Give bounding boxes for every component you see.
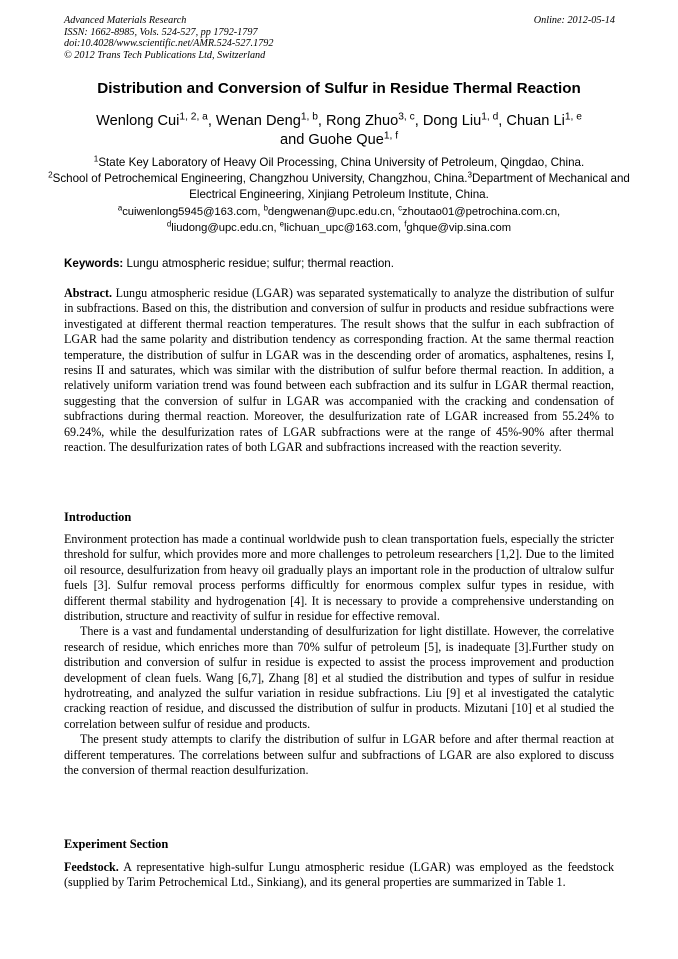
doi-line[interactable]: doi:10.4028/www.scientific.net/AMR.524-527.1792 (64, 38, 274, 50)
feedstock-paragraph (64, 860, 614, 891)
email-link[interactable]: ghque@vip.sina.com (406, 221, 512, 234)
author-affil-sup: 3, c (398, 111, 415, 123)
author-affil-sup: 1, b (300, 111, 318, 123)
email-link[interactable]: liudong@upc.edu.cn, (171, 221, 280, 234)
email-link[interactable]: lichuan_upc@163.com, (284, 221, 405, 234)
author-name: and Guohe Que (279, 132, 384, 148)
email-sup: b (263, 203, 268, 213)
email-sup: c (398, 203, 403, 213)
affiliations (40, 155, 638, 202)
affiliation-1: State Key Laboratory of Heavy Oil Processing, China University of Petroleum, Qingdao, China. (98, 156, 585, 169)
author-list (40, 112, 638, 150)
author-name: Wenlong Cui (96, 113, 180, 129)
affiliation-2: School of Petrochemical Engineering, Changzhou University, Changzhou, China. (52, 171, 468, 185)
copyright-line: © 2012 Trans Tech Publications Ltd, Switzerland (64, 49, 266, 61)
email-link[interactable]: cuiwenlong5945@163.com, (122, 206, 264, 218)
journal-header (64, 15, 273, 61)
author-emails (40, 205, 638, 236)
author-affil-sup: 1, f (383, 130, 399, 142)
intro-paragraph-3: The present study attempts to clarify the distribution of sulfur in LGAR before and after thermal reaction at different temperatures. The correlations between sulfur and subfractions of LGAR are also explored to discuss the conversion of thermal reaction desulfurization. (64, 732, 614, 778)
keywords-text: Lungu atmospheric residue; sulfur; thermal reaction. (123, 257, 394, 270)
feedstock-text: A representative high-sulfur Lungu atmospheric residue (LGAR) was employed as the feedstock (supplied by Tarim Petrochemical Ltd., Sinkiang), and its general properties are summarized in Table 1. (64, 860, 614, 890)
abstract (64, 286, 614, 455)
journal-name: Advanced Materials Research (64, 15, 187, 26)
affil-sup: 1 (93, 154, 99, 164)
author-affil-sup: 1, d (481, 111, 499, 123)
email-sup: d (166, 219, 172, 229)
email-sup: a (117, 203, 123, 213)
author-name: , Rong Zhuo (317, 113, 399, 129)
abstract-label: Abstract. (64, 286, 113, 300)
experiment-heading: Experiment Section (64, 837, 169, 851)
affil-sup: 3 (467, 170, 472, 180)
author-name: , Dong Liu (414, 113, 482, 129)
email-sup: f (404, 219, 407, 229)
keywords (64, 257, 394, 270)
abstract-text: Lungu atmospheric residue (LGAR) was separated systematically to analyze the distribution of sulfur in subfractions. Based on this, the distribution and conversion of sulfur in products and residue subfractions were investigated at different thermal reaction temperatures. The result shows that the sulfur in each subfraction of LGAR had the same polarity and distribution tendency as corresponding fraction. At the same thermal reaction temperature, the distribution of sulfur in LGAR was in the descending order of aromatics, asphaltenes, resins I, resins II and saturates, which was similar with the distribution of sulfur before thermal reaction. In addition, a relatively uniform variation trend was found between each subfraction and its sulfur in LGAR thermal reaction, suggesting that the conversion of sulfur in LGAR was accompanied with the cracking and condensation of subfractions during thermal reaction. Moreover, the desulfurization rate of LGAR increased from 55.24% to 69.24%, while the desulfurization rates of LGAR subfractions were at the range of 45%-90% after thermal reaction. The desulfurization rates of both LGAR and subfractions increased with the reaction severity. (64, 286, 614, 455)
intro-paragraph-2: There is a vast and fundamental understanding of desulfurization for light distillate. However, the correlative research of residue, which enriches more than 70% sulfur of petroleum [5], is inadequate [3].Further study on distribution and conversion of sulfur in residue is expected to assist the process improvement and production development of clean fuels. Wang [6,7], Zhang [8] et al studied the distribution and types of sulfur in residue hydrotreating, and analyzed the sulfur variation in residue subfractions. Liu [9] et al investigated the catalytic cracking reaction of residue, and discussed the distribution of sulfur in products. Mizutani [10] et al studied the correlation between sulfur of residue and products. (64, 624, 614, 731)
paper-title: Distribution and Conversion of Sulfur in Residue Thermal Reaction (97, 80, 581, 97)
author-name: , Chuan Li (498, 113, 565, 129)
introduction-heading: Introduction (64, 510, 132, 524)
author-affil-sup: 1, 2, a (179, 111, 208, 123)
intro-paragraph-1: Environment protection has made a continual worldwide push to clean transportation fuels, especially the stricter threshold for sulfur, which provides more and more challenges to petroleum researchers [1,2]. Due to the limited oil resource, desulfurization from heavy oil gradually plays an important role in the production of ultralow sulfur fuels [3]. Sulfur removal process performs difficultly for enormous complex sulfur types in residue, with different thermal stability and hydrogenation [4]. It is necessary to provide a comprehensive understanding on distribution, structure and reactivity of sulfur in residue for effective removal. (64, 532, 614, 624)
introduction-body (64, 532, 614, 779)
affil-sup: 2 (48, 170, 53, 180)
email-link[interactable]: zhoutao01@petrochina.com.cn, (402, 206, 561, 218)
author-affil-sup: 1, e (564, 111, 582, 123)
email-link[interactable]: dengwenan@upc.edu.cn, (267, 206, 399, 218)
keywords-label: Keywords: (64, 257, 124, 270)
email-sup: e (279, 219, 285, 229)
affiliation-3: Department of Mechanical and Electrical Engineering, Xinjiang Petroleum Institute, China. (189, 171, 630, 201)
author-name: , Wenan Deng (207, 113, 301, 129)
feedstock-label: Feedstock. (64, 860, 119, 874)
online-date: Online: 2012-05-14 (533, 15, 615, 26)
issn-line: ISSN: 1662-8985, Vols. 524-527, pp 1792-1797 (64, 26, 258, 38)
